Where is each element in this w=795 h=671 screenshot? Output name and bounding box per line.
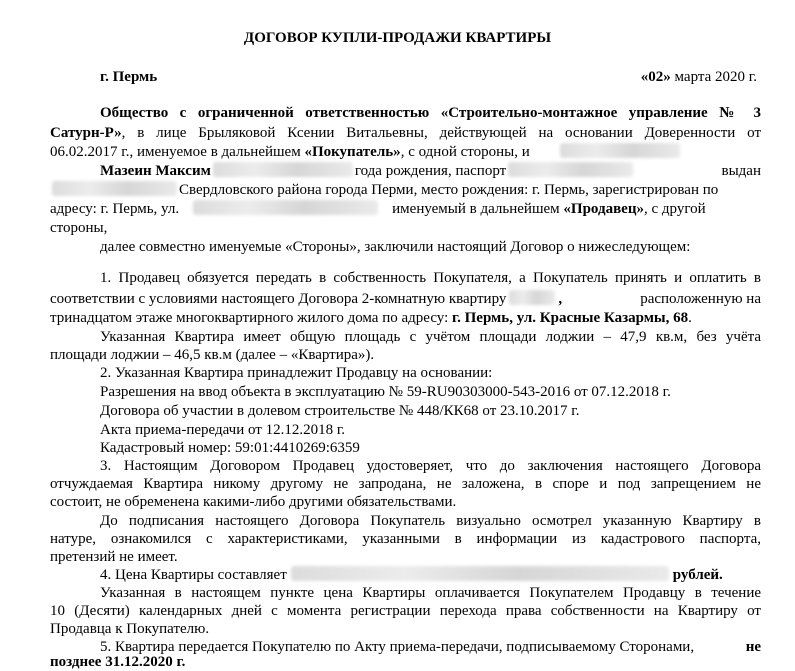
redacted-price: [291, 566, 669, 581]
redacted-passport: [508, 162, 633, 177]
s3-line3: состоит, не обременена какими-либо другими обязательствами.: [50, 494, 457, 510]
s4-line1: 4. Цена Квартиры составляет рублей.: [100, 567, 723, 583]
jointly-line: далее совместно именуемые «Стороны», заключили настоящий Договор о нижеследующем:: [100, 239, 691, 255]
s3-line5: натуре, ознакомился с характеристиками, указанными в информации из кадастрового паспорта,: [50, 531, 761, 547]
s1-line4: Указанная Квартира имеет общую площадь с учётом площади лоджии – 47,9 кв.м, без учёта: [100, 329, 761, 345]
s2-line2: Разрешения на ввод объекта в эксплуатацию № 59-RU90303000-543-2016 от 07.12.2018 г.: [100, 384, 671, 400]
s3-line1: 3. Настоящим Договором Продавец удостоверяет, что до заключения настоящего Договора: [100, 458, 761, 474]
redacted-block: [560, 143, 680, 158]
party1-line3: 06.02.2017 г., именуемое в дальнейшем «Покупатель», с одной стороны, и: [50, 143, 761, 161]
s1-line2: соответствии с условиями настоящего Договора 2-комнатную квартиру , расположенную на: [50, 291, 761, 307]
place-date-line: [100, 68, 757, 86]
s1-line1: 1. Продавец обязуется передать в собственность Покупателя, а Покупатель принять и оплатить в: [100, 270, 761, 286]
s2-line3: Договора об участии в долевом строительстве № 448/КК68 от 23.10.2017 г.: [100, 403, 580, 419]
s2-line1: 2. Указанная Квартира принадлежит Продавцу на основании:: [100, 365, 493, 381]
redacted-apartment: [509, 290, 555, 305]
contract-date: «02» марта 2020 г.: [640, 69, 757, 85]
party2-line2: Свердловского района города Перми, место рождения: г. Пермь, зарегистрирован по: [50, 181, 761, 199]
party2-line4: стороны,: [50, 220, 108, 236]
document-title: ДОГОВОР КУПЛИ-ПРОДАЖИ КВАРТИРЫ: [243, 30, 552, 46]
redacted-address: [193, 200, 378, 215]
party2-line3: адресу: г. Пермь, ул. именуемый в дальнейшем «Продавец», с другой: [50, 201, 706, 217]
s2-line5: Кадастровый номер: 59:01:4410269:6359: [100, 440, 360, 456]
s4-line4: Продавца к Покупателю.: [50, 621, 210, 637]
s4-line3: 10 (Десяти) календарных дней с момента регистрации перехода права собственности на Квартиру от: [50, 603, 761, 619]
s5-line2: позднее 31.12.2020 г.: [50, 654, 186, 670]
redacted-issuer: [52, 181, 177, 196]
s1-line3: тринадцатом этаже многоквартирного жилого дома по адресу: г. Пермь, ул. Красные Казармы, 68.: [50, 310, 692, 326]
city: г. Пермь: [100, 69, 158, 85]
s2-line4: Акта приема-передачи от 12.12.2018 г.: [100, 422, 346, 438]
s4-line2: Указанная в настоящем пункте цена Квартиры оплачивается Покупателем Продавцу в течение: [100, 585, 761, 601]
s3-line4: До подписания настоящего Договора Покупатель визуально осмотрел указанную Квартиру в: [100, 513, 761, 529]
s5-line1: 5. Квартира передается Покупателю по Акту приема-передачи, подписываемому Сторонами, не: [100, 639, 761, 655]
redacted-birthdate: [213, 162, 353, 177]
party2-line1: Мазеин Максим года рождения, паспорт выдан: [100, 163, 761, 179]
s3-line2: отчуждаемая Квартира никому другому не запродана, не заложена, в споре и под запрещением не: [50, 476, 761, 492]
s1-line5: площади лоджии – 46,5 кв.м (далее – «Квартира»).: [50, 347, 375, 363]
s3-line6: претензий не имеет.: [50, 549, 178, 565]
party1-line1: Общество с ограниченной ответственностью «Строительно-монтажное управление № 3: [100, 105, 761, 121]
party1-line2: Сатурн-Р», в лице Брыляковой Ксении Витальевны, действующей на основании Доверенности от: [50, 125, 761, 141]
